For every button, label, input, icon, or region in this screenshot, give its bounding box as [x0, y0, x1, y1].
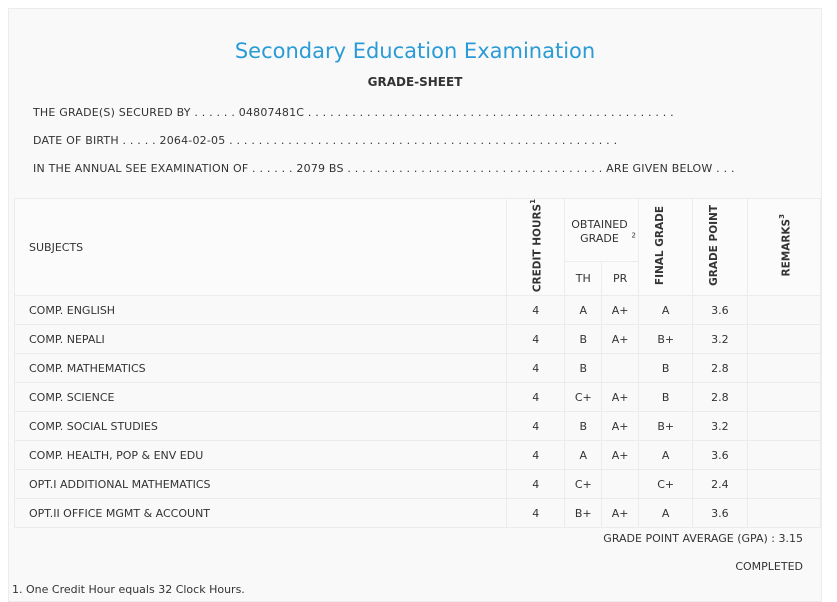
subject-cell: OPT.I ADDITIONAL MATHEMATICS — [15, 470, 507, 499]
exam-suffix: ARE GIVEN BELOW . . . — [606, 162, 735, 175]
final-grade-cell: A — [639, 296, 693, 325]
dob-lead-dots: . . . . . — [118, 134, 160, 147]
secured-by-trail-dots: . . . . . . . . . . . . . . . . . . . . . . . . . . . . . . . . . . . . . . . . . . . . . . . . . . — [304, 106, 674, 119]
pr-grade-cell: A+ — [602, 325, 639, 354]
subject-cell: COMP. HEALTH, POP & ENV EDU — [15, 441, 507, 470]
credit-hours-text: CREDIT HOURS — [531, 203, 544, 293]
gpa-summary — [603, 532, 803, 545]
header-credit-hours-label — [527, 199, 544, 292]
header-subjects — [15, 199, 507, 296]
remarks-cell — [747, 412, 821, 441]
credit-cell: 4 — [507, 499, 565, 528]
header-remarks-label — [776, 214, 793, 277]
credit-cell: 4 — [507, 383, 565, 412]
table-row — [15, 325, 821, 354]
grade-rows — [15, 296, 821, 528]
subject-cell: COMP. ENGLISH — [15, 296, 507, 325]
final-grade-text: FINAL GRADE — [653, 206, 666, 286]
table-row — [15, 470, 821, 499]
exam-year: 2079 BS — [296, 162, 344, 175]
exam-label: IN THE ANNUAL SEE EXAMINATION OF — [33, 162, 249, 175]
secured-by-lead-dots: . . . . . . — [190, 106, 239, 119]
th-grade-cell: B — [565, 412, 602, 441]
th-grade-cell: B+ — [565, 499, 602, 528]
footnote-1: 1. One Credit Hour equals 32 Clock Hours. — [12, 583, 245, 596]
grades-table — [14, 198, 821, 528]
header-th: TH — [565, 262, 602, 296]
credit-cell: 4 — [507, 412, 565, 441]
pr-grade-cell — [602, 470, 639, 499]
page-title: Secondary Education Examination — [234, 39, 596, 63]
obtained-grade-sup: 2 — [631, 231, 636, 240]
th-grade-cell: B — [565, 354, 602, 383]
header-final-grade — [639, 199, 693, 296]
subject-cell: COMP. MATHEMATICS — [15, 354, 507, 383]
remarks-cell — [747, 296, 821, 325]
pr-grade-cell: A+ — [602, 296, 639, 325]
credit-cell: 4 — [507, 470, 565, 499]
grade-sheet-panel — [8, 8, 822, 602]
credit-cell: 4 — [507, 325, 565, 354]
header-credit-hours — [507, 199, 565, 296]
exam-trail-dots: . . . . . . . . . . . . . . . . . . . . . . . . . . . . . . . . . . . — [343, 162, 607, 175]
dob-trail-dots: . . . . . . . . . . . . . . . . . . . . . . . . . . . . . . . . . . . . . . . . . . . . . . . . . . . . . — [225, 134, 618, 147]
subject-cell: COMP. NEPALI — [15, 325, 507, 354]
credit-hours-sup: 1 — [529, 199, 538, 204]
pr-grade-cell: A+ — [602, 499, 639, 528]
page-subtitle: GRADE-SHEET — [367, 75, 463, 89]
credit-cell: 4 — [507, 441, 565, 470]
grade-point-text: GRADE POINT — [707, 205, 720, 287]
credit-cell: 4 — [507, 354, 565, 383]
dob-label: DATE OF BIRTH — [33, 134, 119, 147]
pr-grade-cell — [602, 354, 639, 383]
secured-by-line — [33, 106, 674, 119]
grade-point-cell: 3.2 — [693, 412, 747, 441]
th-grade-cell: A — [565, 441, 602, 470]
grade-point-cell: 2.4 — [693, 470, 747, 499]
remarks-cell — [747, 499, 821, 528]
th-grade-cell: C+ — [565, 383, 602, 412]
table-row — [15, 412, 821, 441]
header-pr: PR — [602, 262, 639, 296]
exam-line — [33, 162, 735, 175]
subject-cell: COMP. SOCIAL STUDIES — [15, 412, 507, 441]
gpa-value: 3.15 — [778, 532, 803, 545]
grade-point-cell: 3.6 — [693, 441, 747, 470]
remarks-cell — [747, 383, 821, 412]
final-grade-cell: A — [639, 441, 693, 470]
grade-point-cell: 2.8 — [693, 383, 747, 412]
header-obtained-grade — [565, 199, 639, 262]
credit-cell: 4 — [507, 296, 565, 325]
table-row — [15, 383, 821, 412]
dob-line — [33, 134, 617, 147]
status-badge: COMPLETED — [735, 560, 803, 573]
remarks-cell — [747, 325, 821, 354]
pr-grade-cell: A+ — [602, 412, 639, 441]
grade-point-cell: 2.8 — [693, 354, 747, 383]
grade-point-cell: 3.6 — [693, 296, 747, 325]
remarks-sup: 3 — [777, 214, 786, 220]
final-grade-cell: B+ — [639, 412, 693, 441]
gpa-label: GRADE POINT AVERAGE (GPA) : — [603, 532, 779, 545]
grade-point-cell: 3.2 — [693, 325, 747, 354]
header-remarks — [747, 199, 821, 296]
subject-cell: COMP. SCIENCE — [15, 383, 507, 412]
secured-by-label: THE GRADE(S) SECURED BY — [33, 106, 191, 119]
header-grade-point — [693, 199, 747, 296]
th-grade-cell: B — [565, 325, 602, 354]
table-row — [15, 499, 821, 528]
obtained-grade-text: OBTAINED GRADE — [571, 218, 628, 245]
remarks-cell — [747, 441, 821, 470]
final-grade-cell: B — [639, 354, 693, 383]
exam-lead-dots: . . . . . . — [248, 162, 297, 175]
header-subjects-label: SUBJECTS — [29, 240, 84, 254]
grade-point-cell: 3.6 — [693, 499, 747, 528]
pr-grade-cell: A+ — [602, 441, 639, 470]
symbol-number: 04807481C — [238, 106, 305, 119]
final-grade-cell: C+ — [639, 470, 693, 499]
pr-grade-cell: A+ — [602, 383, 639, 412]
th-grade-cell: C+ — [565, 470, 602, 499]
remarks-cell — [747, 470, 821, 499]
remarks-text: REMARKS — [780, 219, 792, 277]
final-grade-cell: B+ — [639, 325, 693, 354]
table-row — [15, 441, 821, 470]
subject-cell: OPT.II OFFICE MGMT & ACCOUNT — [15, 499, 507, 528]
final-grade-cell: B — [639, 383, 693, 412]
dob-value: 2064-02-05 — [159, 134, 226, 147]
final-grade-cell: A — [639, 499, 693, 528]
table-row — [15, 296, 821, 325]
th-grade-cell: A — [565, 296, 602, 325]
table-row — [15, 354, 821, 383]
remarks-cell — [747, 354, 821, 383]
